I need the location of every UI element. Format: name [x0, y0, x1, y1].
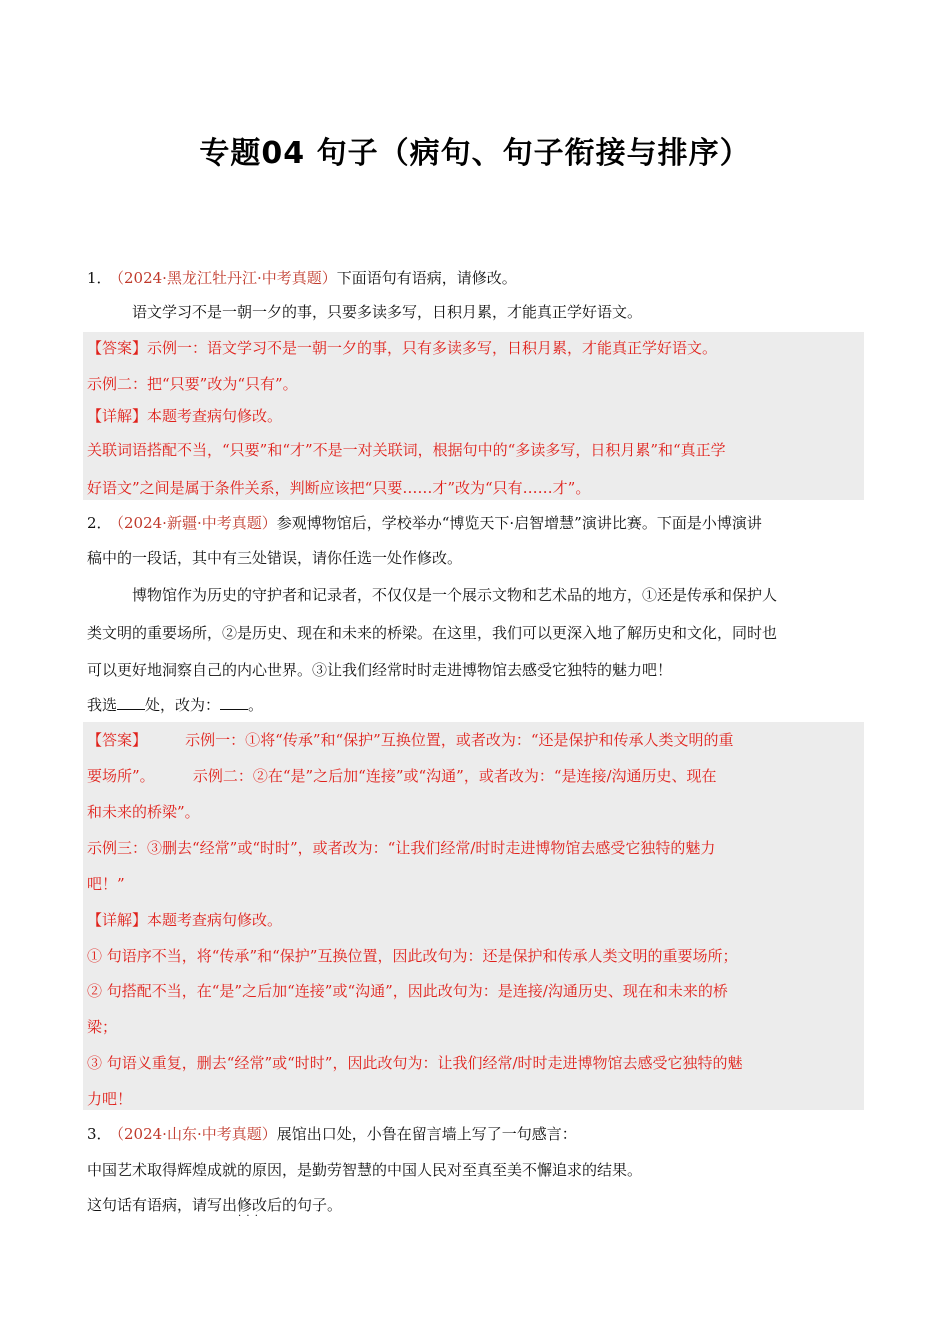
detail-1-line-3: 好语文”之间是属于条件关系，判断应该把“只要……才”改为“只有……才”。 [87, 479, 591, 497]
passage-line-1: 博物馆作为历史的守护者和记录者，不仅仅是一个展示文物和艺术品的地方，①还是传承和保护人 [132, 586, 778, 604]
question-1-header [87, 268, 863, 288]
detail-2-line-5: ③ 句语义重复，删去“经常”或“时时”，因此改句为：让我们经常/时时走进博物馆去感受它独特的魅 [87, 1054, 743, 1072]
question-prompt: 下面语句有语病，请修改。 [336, 269, 517, 287]
answer-1-line-1: 【答案】示例一：语文学习不是一朝一夕的事，只有多读多写，日积月累，才能真正学好语文。 [87, 339, 718, 357]
ask-text: 这句话有语病，请写出 [87, 1196, 238, 1214]
fill-text: 我选 [87, 696, 118, 714]
answer-2-line-4: 示例三：③删去“经常”或“时时”，或者改为：“让我们经常/时时走进博物馆去感受它独特的魅力 [87, 839, 716, 857]
answer-2-line-2: 要场所”。 示例二：②在“是”之后加“连接”或“沟通”，或者改为：“是连接/沟通历史、现在 [87, 767, 717, 785]
passage-line-2: 类文明的重要场所，②是历史、现在和未来的桥梁。在这里，我们可以更深入地了解历史和文化，同时也 [87, 624, 778, 642]
answer-2-line-1: 【答案】 示例一：①将“传承”和“保护”互换位置，或者改为：“还是保护和传承人类文明的重 [87, 731, 734, 749]
question-3-header [87, 1124, 863, 1144]
question-number: 1． [87, 269, 112, 287]
fill-in-line [87, 695, 863, 715]
detail-2-line-4: 梁； [87, 1018, 118, 1036]
answer-2-line-5: 吧！” [87, 875, 125, 893]
detail-2-line-1: 【详解】本题考查病句修改。 [87, 911, 283, 929]
page-title: 专题04 句子（病句、句子衔接与排序） [199, 136, 751, 171]
question-number: 3． [87, 1125, 112, 1143]
detail-2-line-3: ② 句搭配不当，在“是”之后加“连接”或“沟通”，因此改句为：是连接/沟通历史、现在和未来的桥 [87, 982, 728, 1000]
detail-2-line-6: 力吧！ [87, 1090, 133, 1108]
question-source: （2024·黑龙江牡丹江·中考真题） [109, 269, 337, 287]
answer-blank[interactable] [220, 695, 248, 710]
question-1-sentence: 语文学习不是一朝一夕的事，只要多读多写，日积月累，才能真正学好语文。 [132, 303, 643, 321]
question-number: 2． [87, 514, 112, 532]
question-source: （2024·山东·中考真题） [109, 1125, 277, 1143]
question-3-ask [87, 1195, 863, 1215]
fill-text: 处，改为： [145, 696, 221, 714]
question-source: （2024·新疆·中考真题） [109, 514, 277, 532]
answer-2-line-3: 和未来的桥梁”。 [87, 803, 200, 821]
question-3-sentence: 中国艺术取得辉煌成就的原因，是勤劳智慧的中国人民对至真至美不懈追求的结果。 [87, 1161, 643, 1179]
emphasized-text: 修改后 · · · [237, 1196, 282, 1214]
question-prompt: 参观博物馆后，学校举办“博览天下·启智增慧”演讲比赛。下面是小博演讲 [276, 514, 762, 532]
detail-1-line-2: 关联词语搭配不当，“只要”和“才”不是一对关联词，根据句中的“多读多写，日积月累”和“真正学 [87, 441, 726, 459]
detail-2-line-2: ① 句语序不当，将“传承”和“保护”互换位置，因此改句为：还是保护和传承人类文明的重要场所； [87, 947, 738, 965]
detail-1-line-1: 【详解】本题考查病句修改。 [87, 407, 283, 425]
question-2-header [87, 513, 863, 533]
question-2-prompt-line-2: 稿中的一段话，其中有三处错误，请你任选一处作修改。 [87, 549, 463, 567]
question-prompt: 展馆出口处，小鲁在留言墙上写了一句感言： [276, 1125, 577, 1143]
answer-blank[interactable] [117, 695, 145, 710]
ask-text: 的句子。 [282, 1196, 343, 1214]
passage-line-3: 可以更好地洞察自己的内心世界。③让我们经常时时走进博物馆去感受它独特的魅力吧！ [87, 661, 673, 679]
answer-1-line-2: 示例二：把“只要”改为“只有”。 [87, 375, 298, 393]
fill-text: 。 [248, 696, 264, 714]
